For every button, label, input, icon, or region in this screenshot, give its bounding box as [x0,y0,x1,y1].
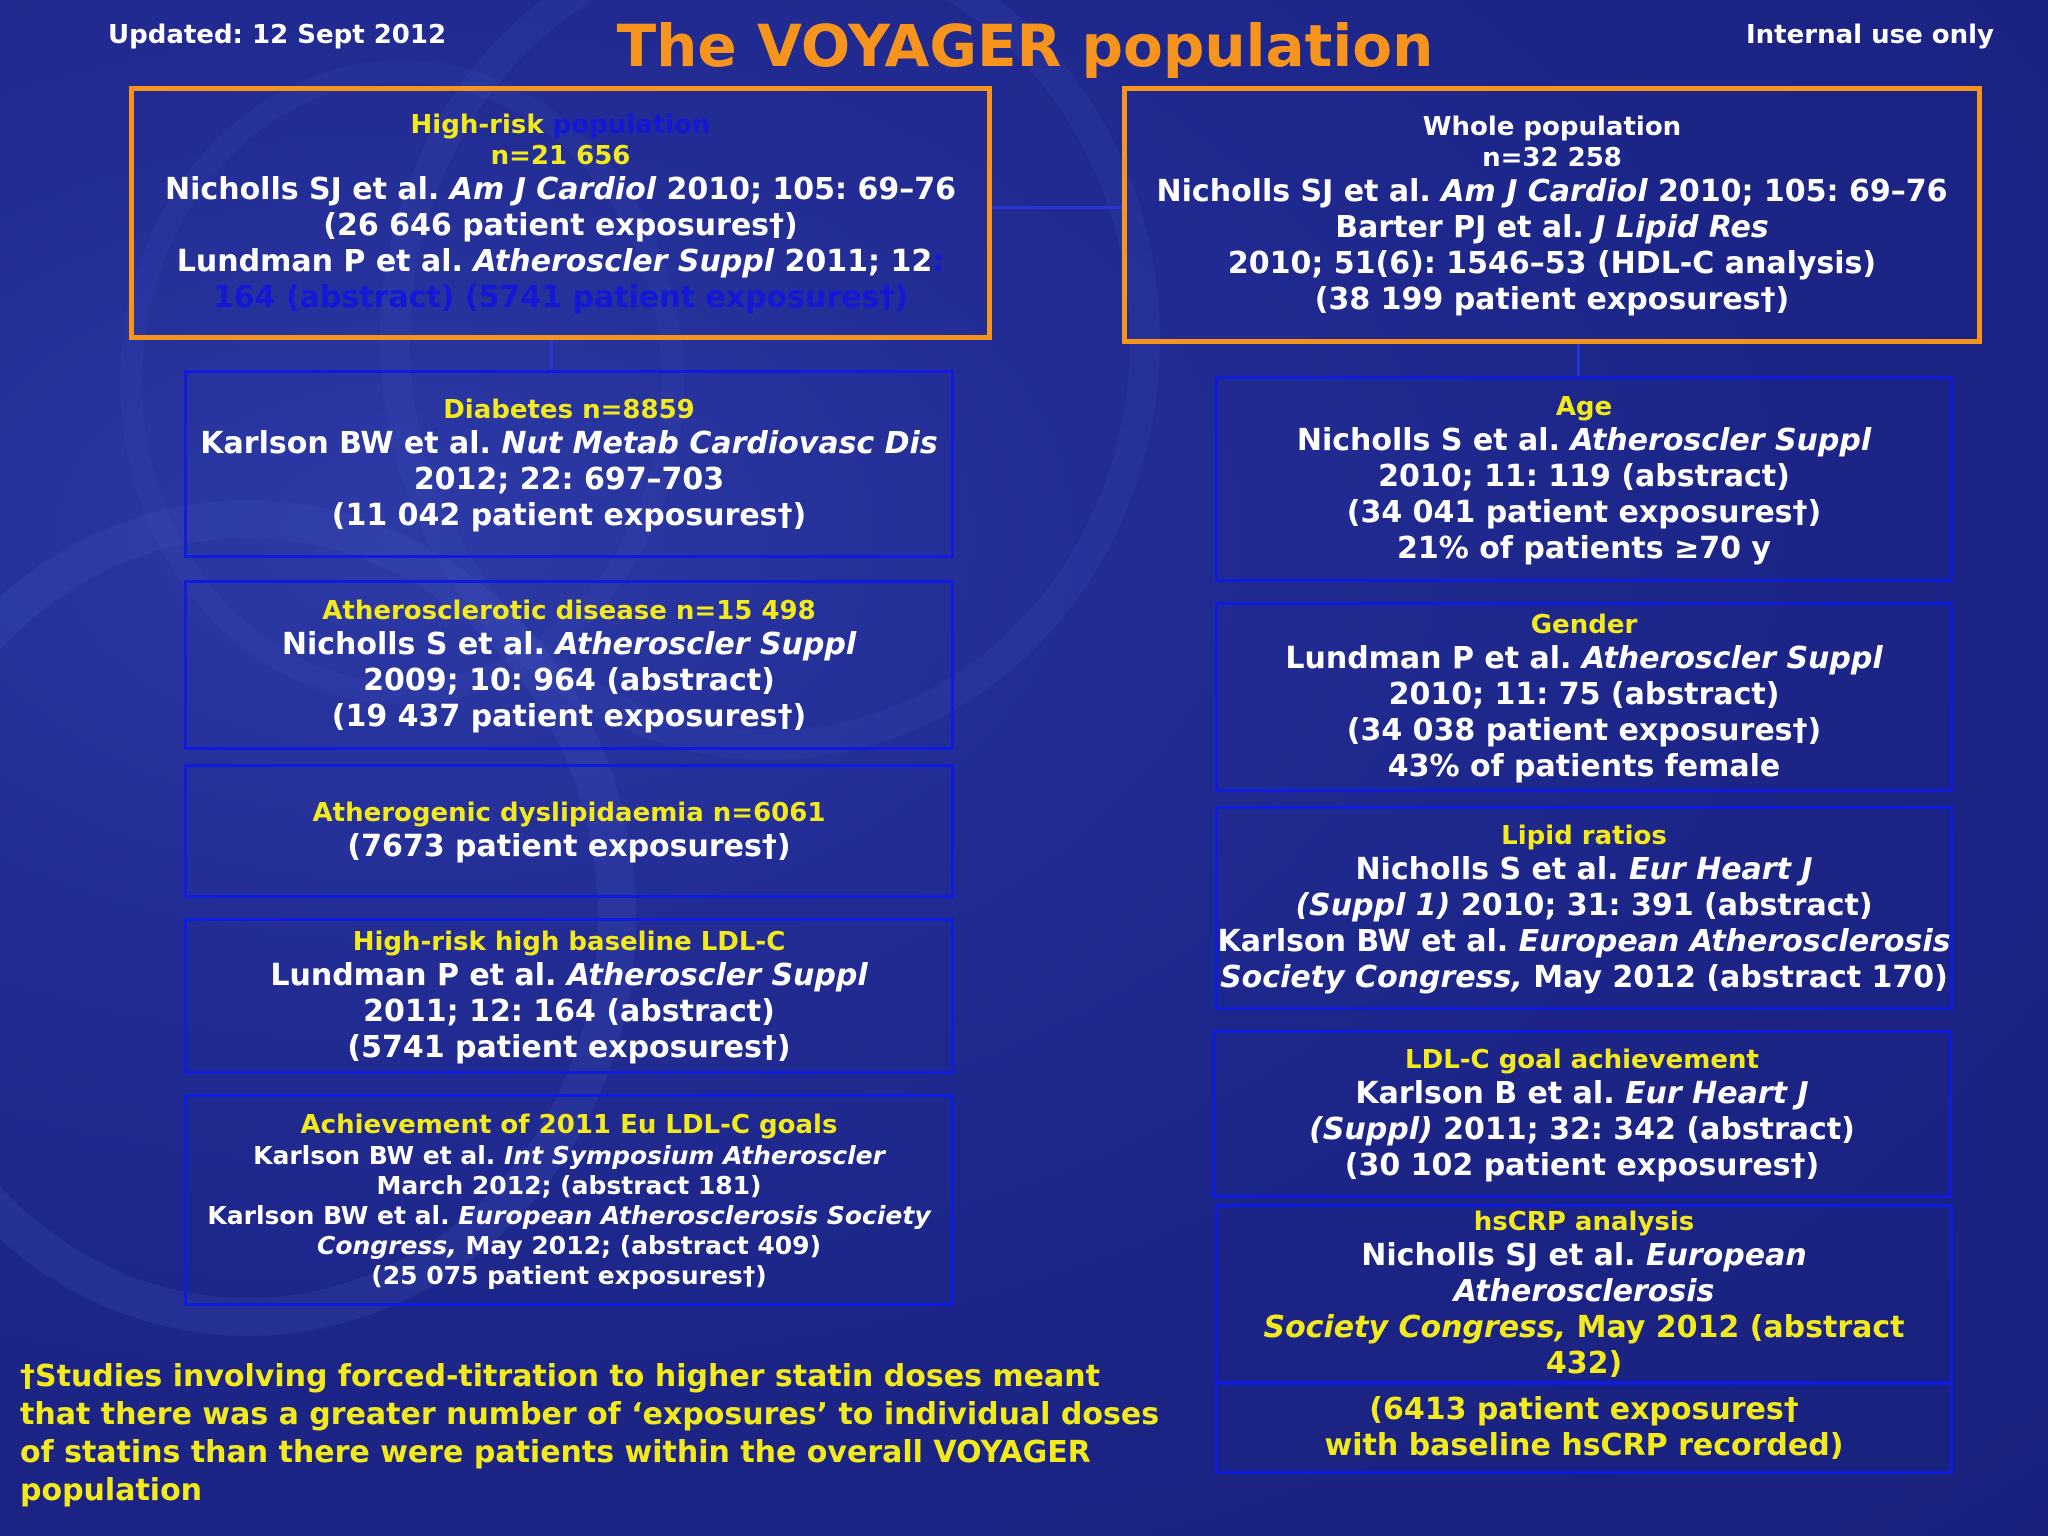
high-risk-exposures: (26 646 patient exposures†) [323,208,798,243]
athero-label: Atherosclerotic disease n=15 498 [322,595,816,626]
high-baseline-ldl-box [184,918,954,1074]
high-risk-ref2: Lundman P et al. Atheroscler Suppl 2011; 12: [176,244,945,279]
whole-population-box [1122,86,1982,344]
gender-ref: Lundman P et al. Atheroscler Suppl [1285,640,1883,676]
whole-exposures: (38 199 patient exposures†) [1314,282,1790,317]
lipid-ref1-line2: (Suppl 1) 2010; 31: 391 (abstract) [1295,887,1873,923]
gender-note: 43% of patients female [1387,748,1781,784]
lipid-ref2: Karlson BW et al. European Atherosclerosis [1217,923,1951,959]
ldlgoal-ref: Karlson B et al. Eur Heart J [1355,1075,1809,1111]
age-box [1215,376,1953,582]
goals-exposures: (25 075 patient exposures†) [371,1260,767,1290]
diabetes-ref: Karlson BW et al. Nut Metab Cardiovasc Dis [200,425,938,461]
age-ref: Nicholls S et al. Atheroscler Suppl [1296,422,1872,458]
age-ref-line2: 2010; 11: 119 (abstract) [1378,458,1790,494]
diabetes-box [184,370,954,558]
age-exposures: (34 041 patient exposures†) [1346,494,1822,530]
diabetes-label: Diabetes n=8859 [443,394,695,425]
whole-ref1: Nicholls SJ et al. Am J Cardiol 2010; 105: 69–76 [1156,174,1948,209]
internal-use-label: Internal use only [1746,20,1994,50]
dyslip-exposures: (7673 patient exposures†) [347,828,791,864]
high-risk-ref2-line2: 164 (abstract) (5741 patient exposures†) [212,280,909,315]
whole-ref2: Barter PJ et al. J Lipid Res [1335,210,1769,245]
highldl-ref-line2: 2011; 12: 164 (abstract) [363,993,775,1029]
hscrp-ref-line3: Society Congress, May 2012 (abstract [1263,1309,1905,1345]
athero-ref: Nicholls S et al. Atheroscler Suppl [281,626,857,662]
diabetes-exposures: (11 042 patient exposures†) [331,497,807,533]
whole-ref2-line2: 2010; 51(6): 1546–53 (HDL-C analysis) [1227,246,1877,281]
hscrp-analysis-box [1215,1204,1953,1384]
goals-ref2: Karlson BW et al. European Atherosclerosis Society [207,1200,931,1230]
high-risk-ref1: Nicholls SJ et al. Am J Cardiol 2010; 105: 69–76 [165,172,956,207]
highldl-label: High-risk high baseline LDL-C [352,926,786,957]
whole-population-n: n=32 258 [1482,143,1622,173]
ldlgoal-label: LDL-C goal achievement [1405,1044,1759,1075]
updated-date: Updated: 12 Sept 2012 [108,20,447,50]
connector-line [550,338,553,374]
gender-ref-line2: 2010; 11: 75 (abstract) [1388,676,1780,712]
high-risk-population-box [129,86,992,340]
lipid-ratios-box [1215,806,1953,1010]
hscrp-exposures-box [1215,1382,1953,1474]
lipid-ref2-line2: Society Congress, May 2012 (abstract 170) [1220,959,1948,995]
hscrp-exposures-line2: with baseline hsCRP recorded) [1324,1428,1844,1463]
goals-ref2-line2: Congress, May 2012; (abstract 409) [316,1230,822,1260]
goals-ref1-line2: March 2012; (abstract 181) [376,1170,762,1200]
goals-ref1: Karlson BW et al. Int Symposium Atheroscler [253,1140,885,1170]
age-note: 21% of patients ≥70 y [1397,530,1771,566]
high-risk-label: High-risk population [410,110,711,140]
athero-ref-line2: 2009; 10: 964 (abstract) [363,662,775,698]
page-title: The VOYAGER population [616,12,1434,80]
ldlgoal-ref-line2: (Suppl) 2011; 32: 342 (abstract) [1309,1111,1855,1147]
dyslip-label: Atherogenic dyslipidaemia n=6061 [312,797,826,828]
athero-exposures: (19 437 patient exposures†) [331,698,807,734]
gender-exposures: (34 038 patient exposures†) [1346,712,1822,748]
footnote: †Studies involving forced-titration to higher statin doses meant that there was a greater number of ‘exposures’ to individual doses of statins than there were patients within the overall VOYAGER population [20,1359,1160,1508]
goals-label: Achievement of 2011 Eu LDL-C goals [300,1109,838,1140]
ldl-goal-achievement-box [1212,1030,1952,1198]
atherogenic-dyslipidaemia-box [184,764,954,898]
lipid-ref1: Nicholls S et al. Eur Heart J [1355,851,1813,887]
ldlgoal-exposures: (30 102 patient exposures†) [1344,1147,1820,1183]
high-risk-n: n=21 656 [490,141,631,171]
highldl-exposures: (5741 patient exposures†) [347,1029,791,1065]
connector-line [1577,344,1580,377]
diabetes-ref-line2: 2012; 22: 697–703 [413,461,725,497]
hscrp-ref-line2: Atherosclerosis [1453,1273,1715,1309]
whole-population-label: Whole population [1422,112,1682,142]
hscrp-exposures: (6413 patient exposures† [1369,1392,1799,1427]
gender-label: Gender [1530,609,1638,640]
highldl-ref: Lundman P et al. Atheroscler Suppl [270,957,868,993]
hscrp-ref: Nicholls SJ et al. European [1361,1237,1807,1273]
hscrp-label: hsCRP analysis [1473,1206,1695,1237]
ldl-goals-achievement-box [184,1094,954,1306]
atherosclerotic-disease-box [184,580,954,750]
age-label: Age [1555,391,1613,422]
hscrp-ref-line4: 432) [1545,1345,1623,1381]
connector-line [988,206,1122,209]
lipid-label: Lipid ratios [1501,820,1667,851]
gender-box [1215,602,1953,792]
